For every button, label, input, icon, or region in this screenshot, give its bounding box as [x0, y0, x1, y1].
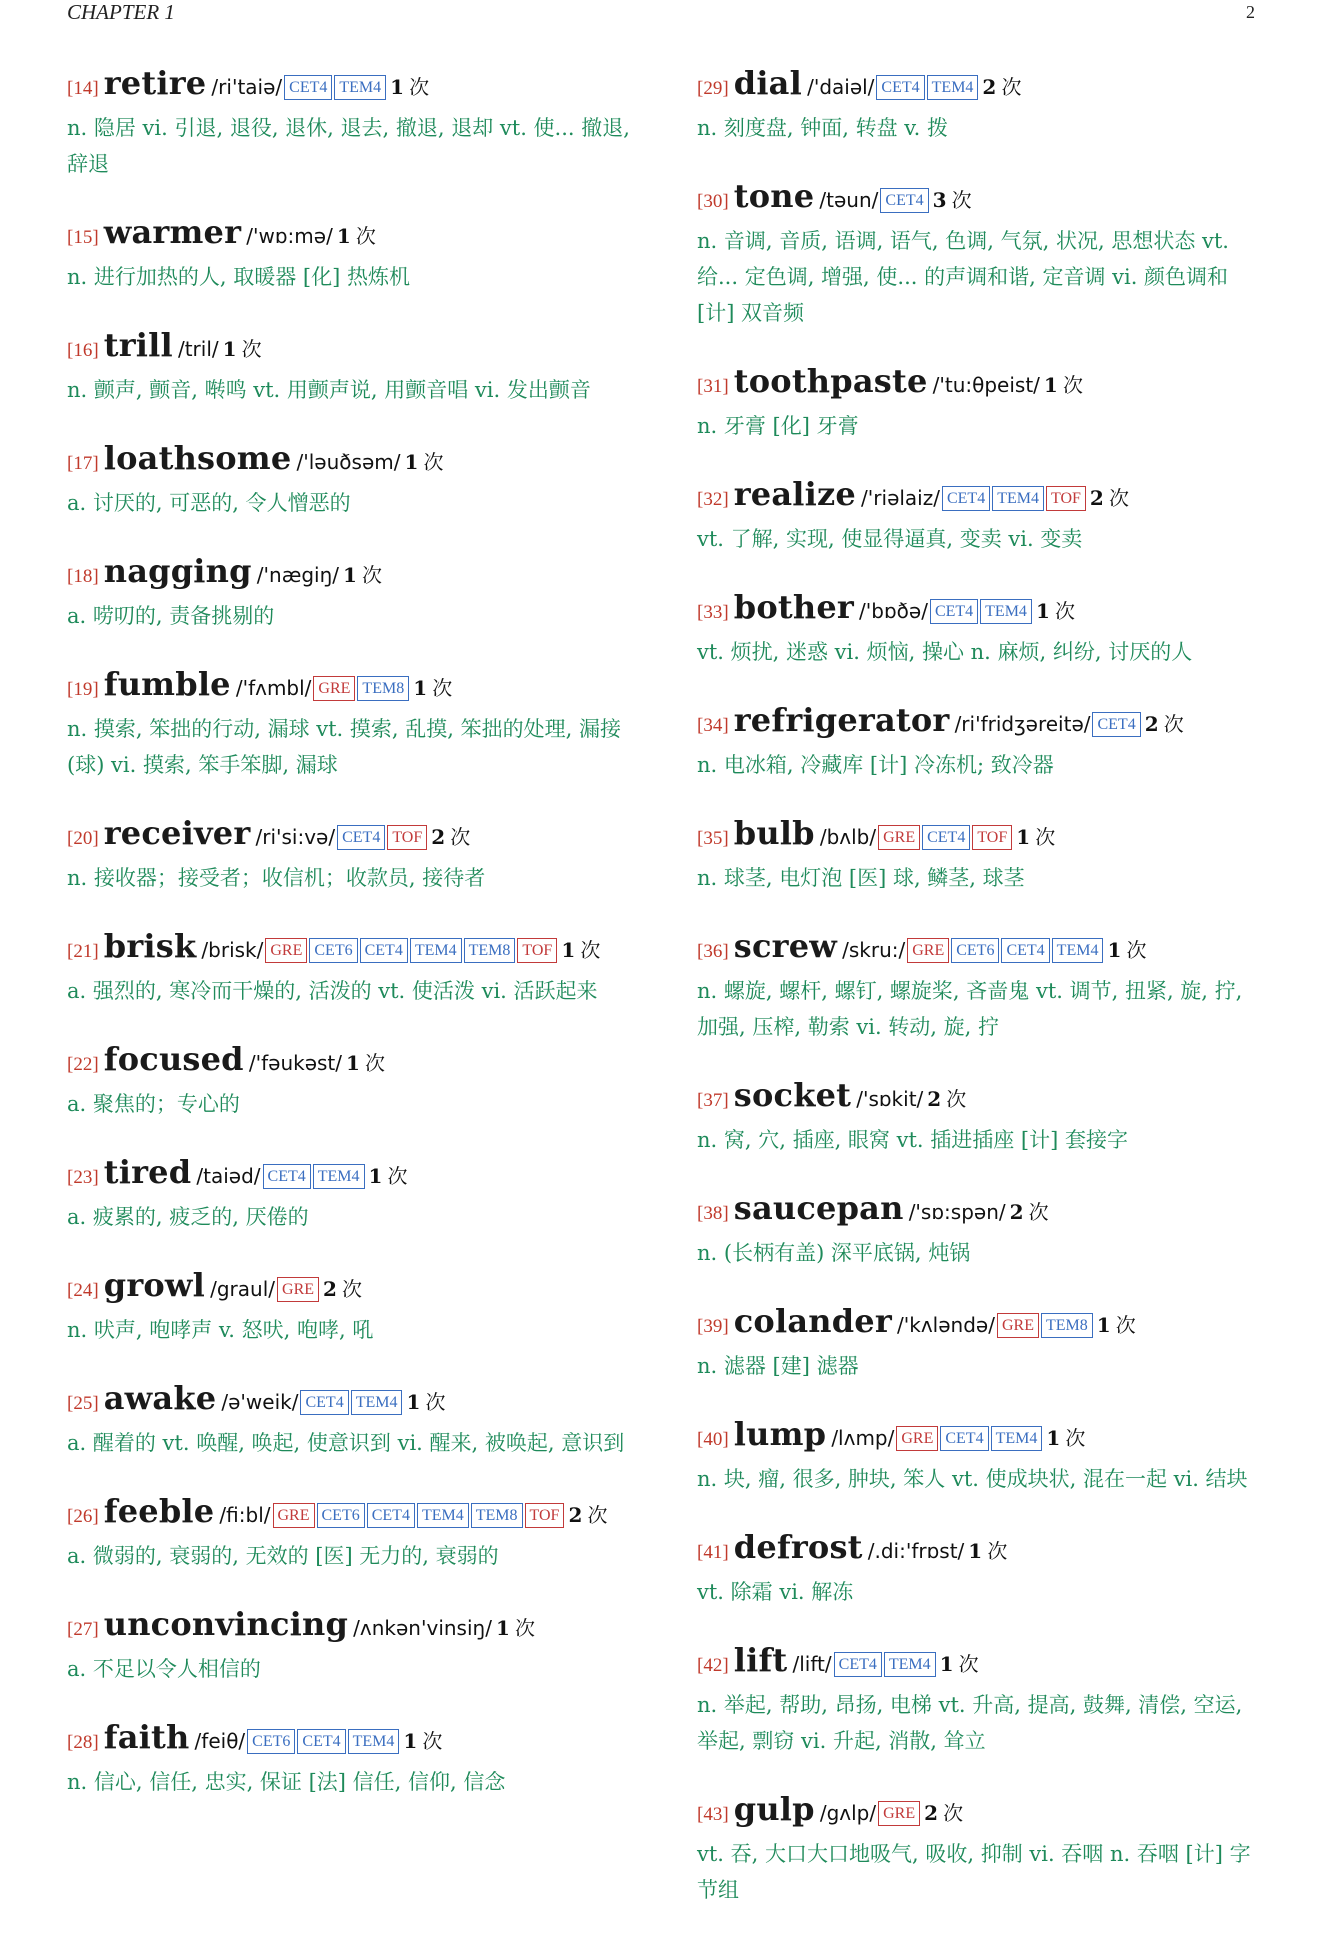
headword: awake — [103, 1379, 217, 1417]
phonetic: /brisk/ — [201, 938, 264, 962]
phonetic: /'nægiŋ/ — [256, 563, 340, 587]
phonetic: /ri'taiə/ — [211, 75, 283, 99]
headword: socket — [733, 1076, 852, 1114]
headword: bother — [733, 588, 854, 626]
entry-index: [40] — [697, 1429, 729, 1450]
vocab-entry — [697, 362, 1267, 444]
exam-tag: GRE — [277, 1277, 319, 1302]
count-suffix: 次 — [1028, 1200, 1049, 1224]
vocab-entry — [67, 1605, 637, 1687]
occurrence-count: 2 — [323, 1277, 337, 1301]
entry-head — [697, 1641, 1267, 1685]
occurrence-count: 2 — [1144, 712, 1159, 736]
exam-tag: TEM8 — [1041, 1313, 1093, 1338]
occurrence-count: 1 — [406, 1390, 421, 1414]
exam-tag: CET4 — [300, 1390, 348, 1415]
exam-tag: CET4 — [876, 75, 924, 100]
entry-head — [67, 814, 637, 858]
occurrence-count: 1 — [346, 1051, 360, 1075]
exam-tag: CET4 — [297, 1729, 345, 1754]
vocab-entry — [697, 1528, 1267, 1610]
entry-head — [697, 1076, 1267, 1120]
entry-index: [27] — [67, 1619, 99, 1640]
entry-head — [67, 64, 637, 108]
definition: a. 强烈的, 寒冷而干燥的, 活泼的 vt. 使活泼 vi. 活跃起来 — [67, 979, 598, 1003]
occurrence-count: 1 — [1016, 825, 1031, 849]
entry-head — [697, 1528, 1267, 1572]
occurrence-count: 1 — [968, 1539, 983, 1563]
entry-head — [67, 1492, 637, 1536]
count-suffix: 次 — [342, 1277, 363, 1301]
entry-index: [19] — [67, 679, 99, 700]
phonetic: /'daiəl/ — [807, 75, 875, 99]
occurrence-count: 2 — [924, 1801, 939, 1825]
exam-tag: TEM4 — [1052, 938, 1104, 963]
headword: warmer — [103, 213, 242, 251]
entry-index: [23] — [67, 1167, 99, 1188]
definition: a. 醒着的 vt. 唤醒, 唤起, 使意识到 vi. 醒来, 被唤起, 意识到 — [67, 1431, 625, 1455]
occurrence-count: 1 — [939, 1652, 954, 1676]
headword: lift — [733, 1641, 788, 1679]
exam-tag: TEM4 — [334, 75, 386, 100]
exam-tag: CET4 — [360, 938, 408, 963]
entry-index: [43] — [697, 1804, 729, 1825]
headword: retire — [103, 64, 207, 102]
exam-tag: TOF — [525, 1503, 565, 1528]
entry-index: [28] — [67, 1732, 99, 1753]
exam-tag: CET4 — [930, 599, 978, 624]
phonetic: /bʌlb/ — [819, 825, 877, 849]
headword: gulp — [733, 1790, 815, 1828]
phonetic: /'fʌmbl/ — [235, 676, 312, 700]
page-header — [67, 0, 1255, 34]
exam-tag: CET4 — [367, 1503, 415, 1528]
entry-index: [30] — [697, 191, 729, 212]
count-suffix: 次 — [987, 1539, 1008, 1563]
headword: feeble — [103, 1492, 215, 1530]
occurrence-count: 2 — [927, 1087, 942, 1111]
occurrence-count: 2 — [431, 825, 446, 849]
entry-head — [697, 475, 1267, 519]
exam-tag: CET4 — [880, 188, 928, 213]
headword: fumble — [103, 665, 231, 703]
definition: n. 隐居 vi. 引退, 退役, 退休, 退去, 撤退, 退却 vt. 使... 撤退, 辞退 — [67, 116, 630, 176]
vocab-entry — [67, 1266, 637, 1348]
exam-tag: GRE — [997, 1313, 1039, 1338]
occurrence-count: 1 — [222, 337, 237, 361]
definition: n. 球茎, 电灯泡 [医] 球, 鳞茎, 球茎 — [697, 866, 1025, 890]
definition: n. 吠声, 咆哮声 v. 怒吠, 咆哮, 吼 — [67, 1318, 374, 1342]
headword: focused — [103, 1040, 244, 1078]
count-suffix: 次 — [387, 1164, 408, 1188]
count-suffix: 次 — [1062, 373, 1083, 397]
exam-tag: TEM4 — [417, 1503, 469, 1528]
exam-tag: TEM4 — [410, 938, 462, 963]
vocab-entry — [67, 665, 637, 783]
vocabulary-columns — [67, 64, 1267, 1939]
exam-tag: TEM4 — [313, 1164, 365, 1189]
entry-index: [36] — [697, 941, 729, 962]
phonetic: /'sɒ:spən/ — [908, 1200, 1006, 1224]
phonetic: /fi:bl/ — [219, 1503, 271, 1527]
definition: n. 进行加热的人, 取暖器 [化] 热炼机 — [67, 265, 410, 289]
vocab-entry — [697, 927, 1267, 1045]
phonetic: /ʌnkən'vinsiŋ/ — [353, 1616, 492, 1640]
phonetic: /lift/ — [792, 1652, 832, 1676]
exam-tag: CET4 — [1001, 938, 1049, 963]
entry-head — [67, 213, 637, 257]
vocab-entry — [67, 552, 637, 634]
count-suffix: 次 — [422, 1729, 443, 1753]
entry-index: [38] — [697, 1203, 729, 1224]
count-suffix: 次 — [425, 1390, 446, 1414]
exam-tag: TEM4 — [348, 1729, 400, 1754]
definition: n. 窝, 穴, 插座, 眼窝 vt. 插进插座 [计] 套接字 — [697, 1128, 1128, 1152]
vocab-entry — [697, 1415, 1267, 1497]
entry-head — [67, 927, 637, 971]
vocab-entry — [697, 1302, 1267, 1384]
vocab-entry — [67, 439, 637, 521]
right-column — [697, 64, 1267, 1939]
occurrence-count: 2 — [568, 1503, 583, 1527]
exam-tag: TEM4 — [992, 486, 1044, 511]
entry-index: [22] — [67, 1054, 99, 1075]
phonetic: /ri'fridʒəreitə/ — [954, 712, 1091, 736]
headword: faith — [103, 1718, 190, 1756]
count-suffix: 次 — [1115, 1313, 1136, 1337]
exam-tag: TOF — [387, 825, 427, 850]
entry-head — [697, 1415, 1267, 1459]
entry-head — [697, 362, 1267, 406]
count-suffix: 次 — [946, 1087, 967, 1111]
exam-tag: GRE — [273, 1503, 315, 1528]
chapter-title: CHAPTER 1 — [67, 0, 175, 24]
count-suffix: 次 — [1054, 599, 1075, 623]
phonetic: /ə'weik/ — [221, 1390, 299, 1414]
exam-tag: GRE — [878, 1801, 920, 1826]
entry-index: [39] — [697, 1316, 729, 1337]
exam-tag: CET4 — [284, 75, 332, 100]
entry-head — [67, 326, 637, 370]
exam-tag: TEM8 — [357, 676, 409, 701]
headword: lump — [733, 1415, 827, 1453]
occurrence-count: 1 — [495, 1616, 510, 1640]
exam-tag: GRE — [907, 938, 949, 963]
definition: n. 接收器；接受者；收信机；收款员, 接待者 — [67, 866, 486, 890]
headword: screw — [733, 927, 838, 965]
vocab-entry — [67, 814, 637, 896]
occurrence-count: 1 — [404, 450, 419, 474]
entry-head — [697, 177, 1267, 221]
count-suffix: 次 — [1001, 75, 1022, 99]
definition: vt. 了解, 实现, 使显得逼真, 变卖 vi. 变卖 — [697, 527, 1083, 551]
vocab-entry — [697, 1189, 1267, 1271]
count-suffix: 次 — [355, 224, 376, 248]
headword: loathsome — [103, 439, 292, 477]
exam-tag: GRE — [878, 825, 920, 850]
headword: brisk — [103, 927, 197, 965]
entry-head — [67, 1153, 637, 1197]
page-number: 2 — [1246, 2, 1255, 22]
entry-index: [17] — [67, 453, 99, 474]
vocab-entry — [67, 927, 637, 1009]
headword: bulb — [733, 814, 815, 852]
headword: dial — [733, 64, 802, 102]
count-suffix: 次 — [409, 75, 430, 99]
headword: toothpaste — [733, 362, 928, 400]
count-suffix: 次 — [943, 1801, 964, 1825]
count-suffix: 次 — [1126, 938, 1147, 962]
entry-index: [35] — [697, 828, 729, 849]
vocab-entry — [67, 213, 637, 295]
entry-head — [697, 701, 1267, 745]
definition: n. 电冰箱, 冷藏库 [计] 冷冻机; 致冷器 — [697, 753, 1054, 777]
exam-tag: TEM4 — [980, 599, 1032, 624]
exam-tag: CET4 — [834, 1652, 882, 1677]
left-column — [67, 64, 637, 1939]
entry-head — [697, 64, 1267, 108]
entry-index: [29] — [697, 78, 729, 99]
entry-head — [697, 1790, 1267, 1834]
definition: n. 螺旋, 螺杆, 螺钉, 螺旋桨, 吝啬鬼 vt. 调节, 扭紧, 旋, 拧, 加强, 压榨, 勒索 vi. 转动, 旋, 拧 — [697, 979, 1243, 1039]
vocab-entry — [697, 475, 1267, 557]
count-suffix: 次 — [951, 188, 972, 212]
definition: a. 唠叨的, 责备挑剔的 — [67, 604, 275, 628]
headword: nagging — [103, 552, 252, 590]
vocab-entry — [67, 1040, 637, 1122]
definition: n. 信心, 信任, 忠实, 保证 [法] 信任, 信仰, 信念 — [67, 1770, 506, 1794]
vocab-entry — [697, 1076, 1267, 1158]
entry-head — [67, 1040, 637, 1084]
vocab-entry — [67, 326, 637, 408]
definition: a. 微弱的, 衰弱的, 无效的 [医] 无力的, 衰弱的 — [67, 1544, 499, 1568]
vocab-entry — [697, 1790, 1267, 1908]
count-suffix: 次 — [450, 825, 471, 849]
definition: vt. 吞, 大口大口地吸气, 吸收, 抑制 vi. 吞咽 n. 吞咽 [计] 字节组 — [697, 1842, 1251, 1902]
phonetic: /'sɒkit/ — [856, 1087, 924, 1111]
occurrence-count: 1 — [390, 75, 405, 99]
count-suffix: 次 — [362, 563, 383, 587]
entry-index: [16] — [67, 340, 99, 361]
count-suffix: 次 — [580, 938, 601, 962]
vocab-entry — [697, 588, 1267, 670]
exam-tag: GRE — [313, 676, 355, 701]
exam-tag: CET4 — [940, 1426, 988, 1451]
definition: a. 讨厌的, 可恶的, 令人憎恶的 — [67, 491, 351, 515]
count-suffix: 次 — [514, 1616, 535, 1640]
phonetic: /graul/ — [210, 1277, 276, 1301]
phonetic: /'ləuðsəm/ — [296, 450, 401, 474]
phonetic: /tril/ — [177, 337, 219, 361]
exam-tag: TEM8 — [464, 938, 516, 963]
occurrence-count: 2 — [1089, 486, 1104, 510]
entry-head — [67, 1266, 637, 1310]
entry-index: [32] — [697, 489, 729, 510]
phonetic: /lʌmp/ — [831, 1426, 895, 1450]
entry-index: [24] — [67, 1280, 99, 1301]
occurrence-count: 1 — [1035, 599, 1050, 623]
headword: refrigerator — [733, 701, 950, 739]
definition: n. 音调, 音质, 语调, 语气, 色调, 气氛, 状况, 思想状态 vt. 给... 定色调, 增强, 使... 的声调和谐, 定音调 vi. 颜色调和 [计] 双音频 — [697, 229, 1229, 325]
phonetic: /'wɒ:mə/ — [246, 224, 333, 248]
headword: trill — [103, 326, 173, 364]
entry-index: [20] — [67, 828, 99, 849]
vocab-entry — [67, 1379, 637, 1461]
vocab-entry — [67, 1492, 637, 1574]
exam-tag: CET6 — [309, 938, 357, 963]
exam-tag: TOF — [1046, 486, 1086, 511]
definition: n. 滤器 [建] 滤器 — [697, 1354, 859, 1378]
count-suffix: 次 — [432, 676, 453, 700]
occurrence-count: 1 — [1096, 1313, 1111, 1337]
phonetic: /'bɒðə/ — [859, 599, 928, 623]
definition: a. 疲累的, 疲乏的, 厌倦的 — [67, 1205, 309, 1229]
exam-tag: TEM4 — [351, 1390, 403, 1415]
entry-head — [67, 1379, 637, 1423]
count-suffix: 次 — [365, 1051, 386, 1075]
entry-head — [697, 1189, 1267, 1233]
exam-tag: CET6 — [247, 1729, 295, 1754]
phonetic: /'kʌləndə/ — [897, 1313, 995, 1337]
definition: a. 不足以令人相信的 — [67, 1657, 261, 1681]
entry-head — [697, 588, 1267, 632]
entry-index: [42] — [697, 1655, 729, 1676]
headword: defrost — [733, 1528, 863, 1566]
definition: n. (长柄有盖) 深平底锅, 炖锅 — [697, 1241, 971, 1265]
definition: n. 块, 瘤, 很多, 肿块, 笨人 vt. 使成块状, 混在一起 vi. 结块 — [697, 1467, 1248, 1491]
occurrence-count: 1 — [403, 1729, 418, 1753]
occurrence-count: 2 — [982, 75, 997, 99]
exam-tag: CET4 — [922, 825, 970, 850]
vocab-entry — [697, 1641, 1267, 1759]
exam-tag: TOF — [517, 938, 557, 963]
phonetic: /feiθ/ — [194, 1729, 246, 1753]
definition: vt. 烦扰, 迷惑 vi. 烦恼, 操心 n. 麻烦, 纠纷, 讨厌的人 — [697, 640, 1193, 664]
definition: n. 牙膏 [化] 牙膏 — [697, 414, 859, 438]
exam-tag: CET4 — [337, 825, 385, 850]
entry-index: [33] — [697, 602, 729, 623]
phonetic: /.di:'frɒst/ — [867, 1539, 965, 1563]
vocab-entry — [697, 701, 1267, 783]
exam-tag: TEM4 — [927, 75, 979, 100]
headword: realize — [733, 475, 856, 513]
exam-tag: CET4 — [1092, 712, 1140, 737]
phonetic: /skru:/ — [842, 938, 906, 962]
exam-tag: CET4 — [942, 486, 990, 511]
exam-tag: GRE — [265, 938, 307, 963]
count-suffix: 次 — [423, 450, 444, 474]
definition: n. 颤声, 颤音, 啭鸣 vt. 用颤声说, 用颤音唱 vi. 发出颤音 — [67, 378, 591, 402]
headword: unconvincing — [103, 1605, 349, 1643]
occurrence-count: 1 — [561, 938, 576, 962]
vocab-entry — [697, 177, 1267, 331]
entry-head — [67, 1718, 637, 1762]
entry-index: [34] — [697, 715, 729, 736]
headword: saucepan — [733, 1189, 904, 1227]
headword: tired — [103, 1153, 192, 1191]
occurrence-count: 1 — [1046, 1426, 1061, 1450]
exam-tag: CET4 — [263, 1164, 311, 1189]
entry-index: [15] — [67, 227, 99, 248]
entry-head — [67, 439, 637, 483]
entry-index: [21] — [67, 941, 99, 962]
phonetic: /'riəlaiz/ — [861, 486, 940, 510]
entry-index: [25] — [67, 1393, 99, 1414]
definition: n. 刻度盘, 钟面, 转盘 v. 拨 — [697, 116, 948, 140]
occurrence-count: 1 — [1107, 938, 1122, 962]
phonetic: /'fəukəst/ — [248, 1051, 343, 1075]
entry-index: [18] — [67, 566, 99, 587]
exam-tag: TEM4 — [884, 1652, 936, 1677]
occurrence-count: 1 — [1043, 373, 1058, 397]
occurrence-count: 3 — [932, 188, 947, 212]
count-suffix: 次 — [1108, 486, 1129, 510]
entry-index: [26] — [67, 1506, 99, 1527]
definition: n. 摸索, 笨拙的行动, 漏球 vt. 摸索, 乱摸, 笨拙的处理, 漏接 (球) vi. 摸索, 笨手笨脚, 漏球 — [67, 717, 621, 777]
entry-head — [697, 814, 1267, 858]
count-suffix: 次 — [587, 1503, 608, 1527]
exam-tag: GRE — [896, 1426, 938, 1451]
exam-tag: TOF — [972, 825, 1012, 850]
entry-index: [37] — [697, 1090, 729, 1111]
headword: growl — [103, 1266, 206, 1304]
entry-head — [697, 927, 1267, 971]
vocab-entry — [67, 1718, 637, 1800]
occurrence-count: 1 — [413, 676, 428, 700]
occurrence-count: 1 — [336, 224, 351, 248]
vocab-entry — [697, 64, 1267, 146]
exam-tag: TEM8 — [471, 1503, 523, 1528]
count-suffix: 次 — [1035, 825, 1056, 849]
exam-tag: CET6 — [951, 938, 999, 963]
phonetic: /gʌlp/ — [819, 1801, 877, 1825]
vocab-entry — [67, 1153, 637, 1235]
exam-tag: CET6 — [317, 1503, 365, 1528]
count-suffix: 次 — [958, 1652, 979, 1676]
entry-head — [67, 665, 637, 709]
definition: a. 聚焦的；专心的 — [67, 1092, 240, 1116]
headword: tone — [733, 177, 815, 215]
count-suffix: 次 — [241, 337, 262, 361]
exam-tag: TEM4 — [991, 1426, 1043, 1451]
occurrence-count: 1 — [368, 1164, 383, 1188]
entry-index: [31] — [697, 376, 729, 397]
phonetic: /'tu:θpeist/ — [932, 373, 1040, 397]
definition: n. 举起, 帮助, 昂扬, 电梯 vt. 升高, 提高, 鼓舞, 清偿, 空运, 举起, 剽窃 vi. 升起, 消散, 耸立 — [697, 1693, 1243, 1753]
vocab-entry — [67, 64, 637, 182]
definition: vt. 除霜 vi. 解冻 — [697, 1580, 854, 1604]
occurrence-count: 2 — [1009, 1200, 1024, 1224]
occurrence-count: 1 — [343, 563, 357, 587]
phonetic: /taiəd/ — [196, 1164, 261, 1188]
entry-index: [14] — [67, 78, 99, 99]
headword: colander — [733, 1302, 892, 1340]
phonetic: /ri'si:və/ — [255, 825, 336, 849]
headword: receiver — [103, 814, 251, 852]
entry-head — [697, 1302, 1267, 1346]
count-suffix: 次 — [1065, 1426, 1086, 1450]
entry-head — [67, 1605, 637, 1649]
count-suffix: 次 — [1163, 712, 1184, 736]
vocab-entry — [697, 814, 1267, 896]
phonetic: /təun/ — [819, 188, 879, 212]
entry-head — [67, 552, 637, 596]
entry-index: [41] — [697, 1542, 729, 1563]
